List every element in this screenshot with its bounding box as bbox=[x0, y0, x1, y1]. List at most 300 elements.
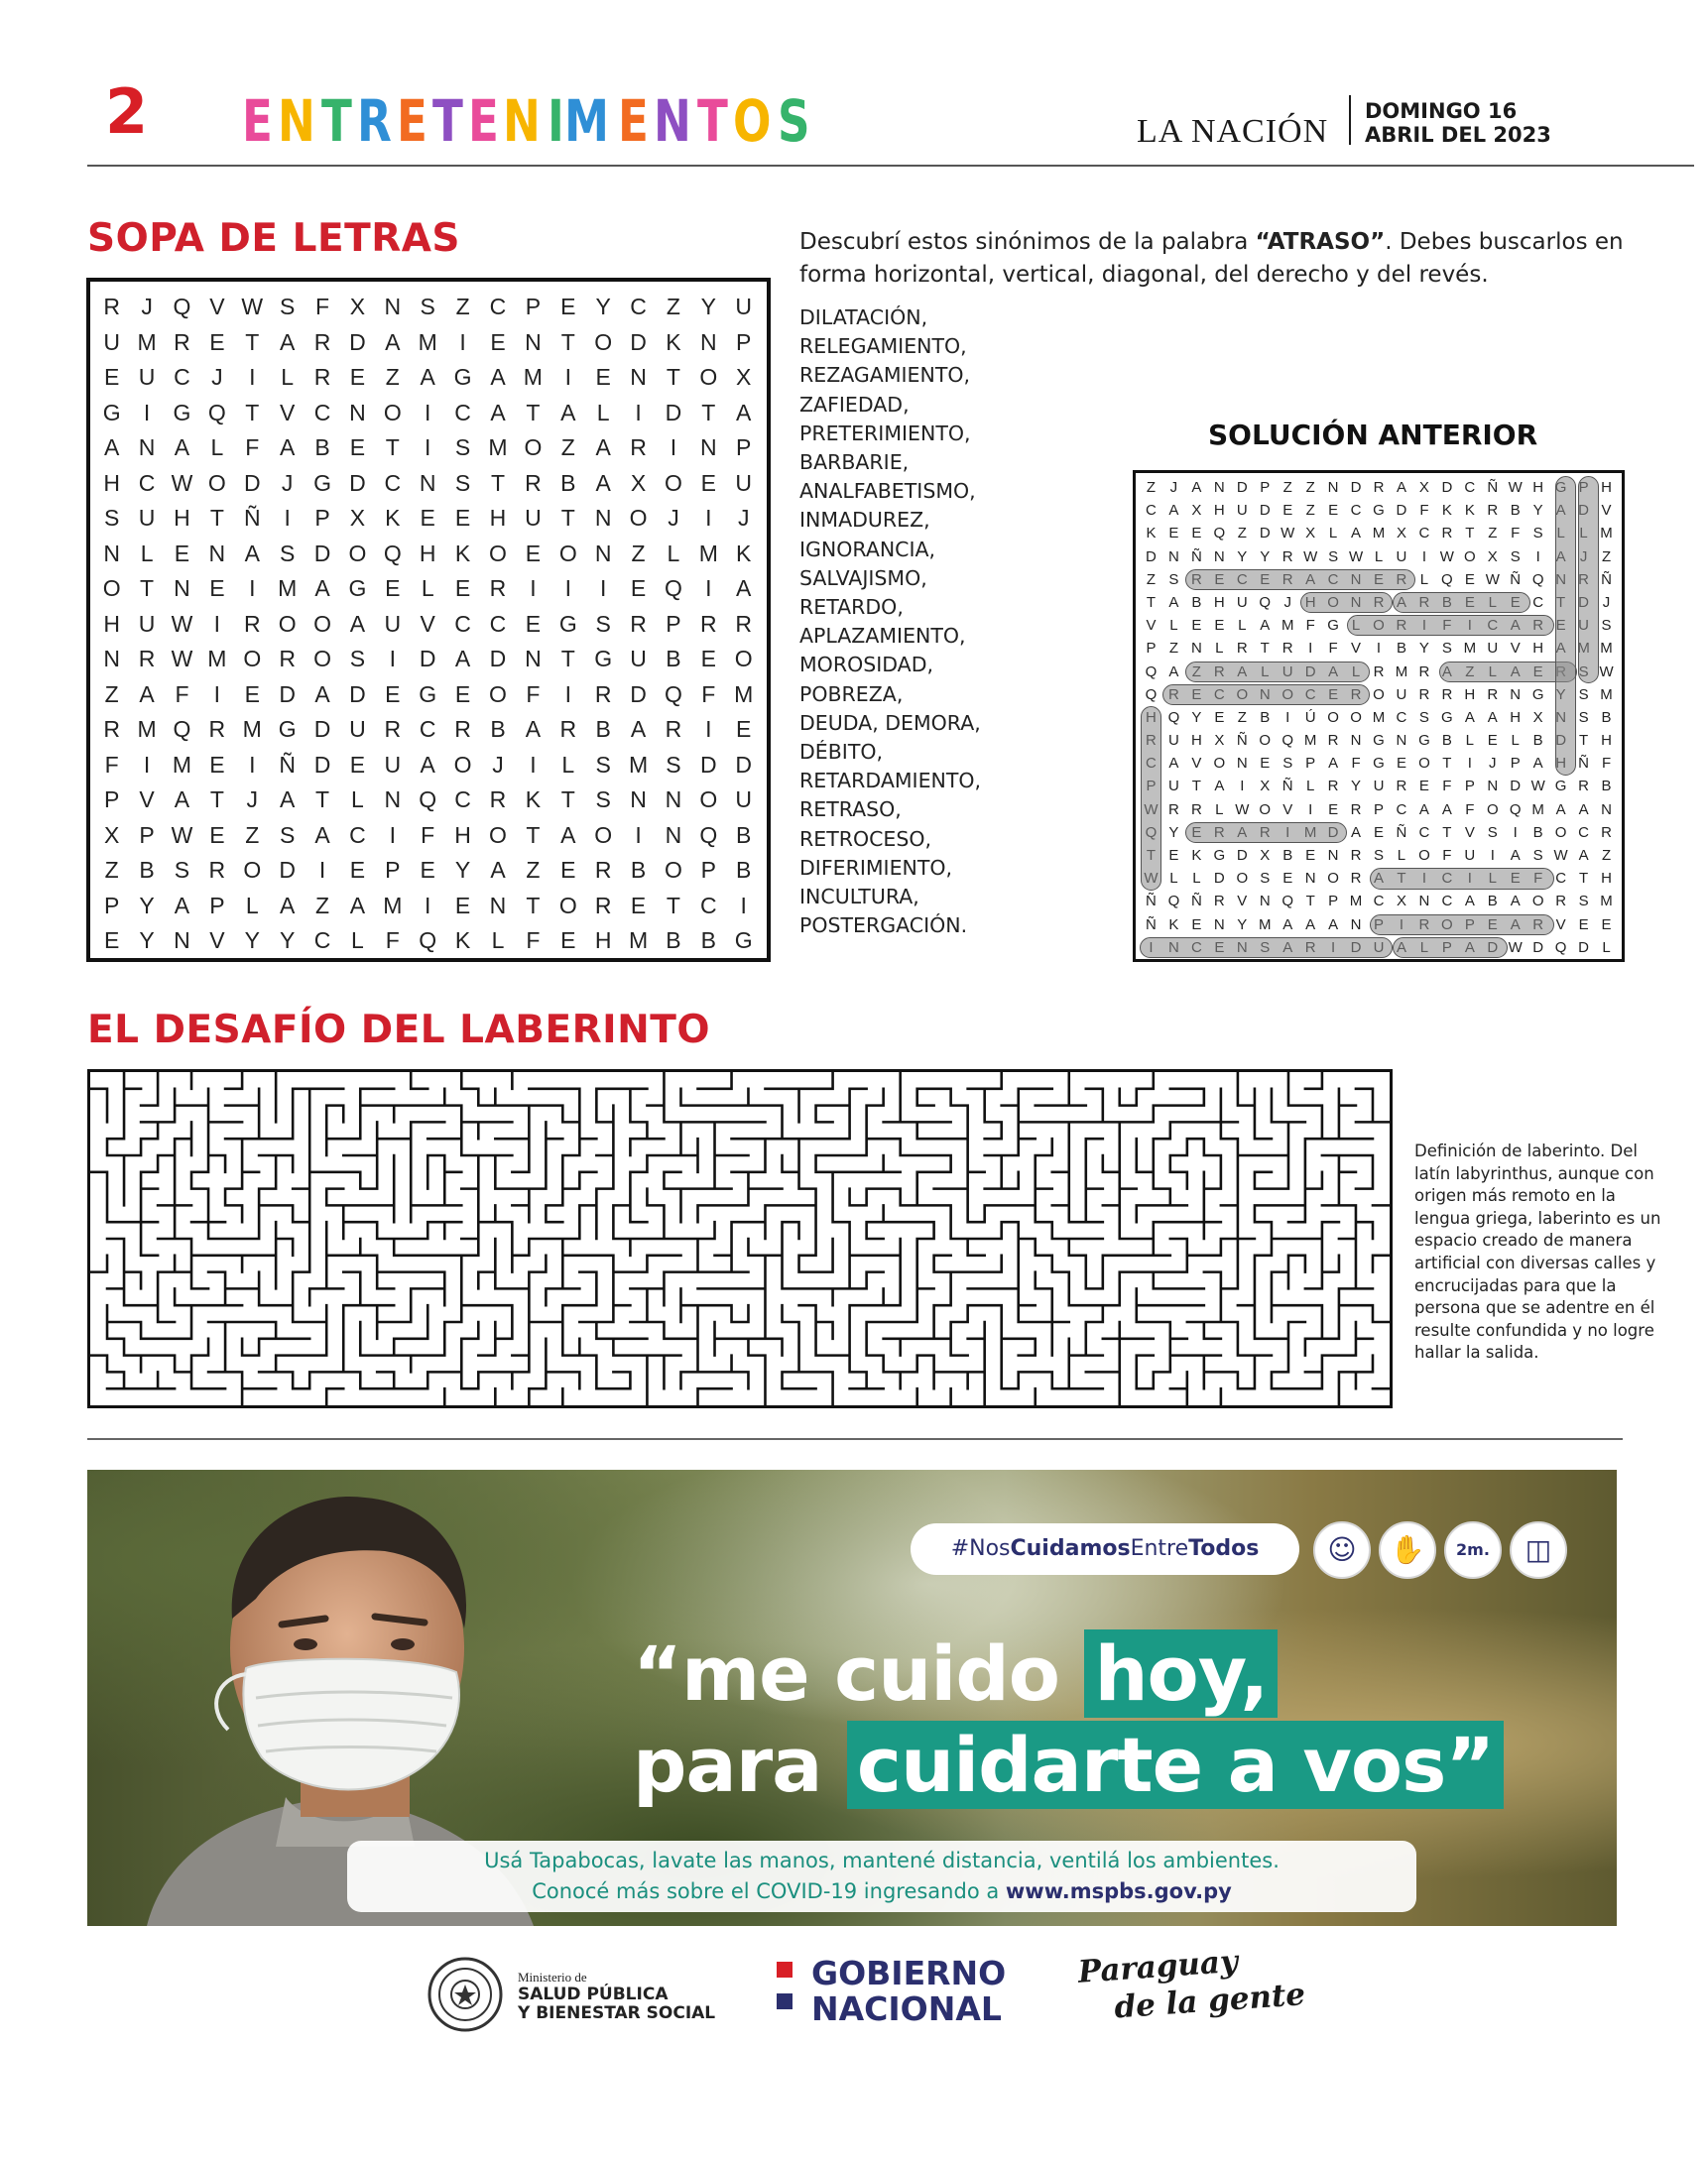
grid-letter: M bbox=[1531, 800, 1544, 818]
grid-letter: U bbox=[1396, 685, 1407, 703]
grid-row bbox=[94, 501, 763, 537]
grid-letter: I bbox=[143, 751, 151, 778]
grid-letter: E bbox=[1191, 617, 1202, 635]
grid-letter: B bbox=[1487, 893, 1498, 910]
grid-letter: R bbox=[1396, 778, 1407, 795]
grid-letter: P bbox=[1305, 755, 1316, 773]
grid-letter: S bbox=[279, 540, 296, 566]
slogan-highlight-2: cuidarte a vos” bbox=[847, 1721, 1504, 1809]
grid-letter: M bbox=[418, 328, 437, 355]
grid-row bbox=[94, 607, 763, 643]
grid-letter: I bbox=[705, 575, 712, 601]
grid-letter: C bbox=[1532, 593, 1544, 611]
grid-letter: Y bbox=[1532, 502, 1543, 520]
grid-letter: C bbox=[454, 399, 471, 425]
grid-letter: H bbox=[1213, 502, 1225, 520]
grid-letter: E bbox=[1191, 525, 1202, 542]
grid-letter: D bbox=[313, 540, 331, 566]
section-title-letter: N bbox=[277, 87, 312, 155]
slogan-line-2 bbox=[633, 1720, 1504, 1811]
grid-letter: R bbox=[665, 716, 682, 742]
grid-letter: A bbox=[1578, 800, 1589, 818]
grid-letter: T bbox=[666, 892, 680, 918]
grid-letter: Y bbox=[279, 927, 296, 953]
distance-icon: 2m. bbox=[1444, 1521, 1502, 1579]
grid-letter: O bbox=[524, 434, 543, 460]
maze-definition: Definición de laberinto. Del latín labyrinthus, aunque con origen más remoto en la lengua griega, laberinto es un espacio creado de manera artificial con diversas calles y encrucijadas para que la persona que se adentre en él resulte confundida y no logre hallar la salida. bbox=[1414, 1142, 1661, 1363]
grid-letter: Q bbox=[699, 821, 718, 848]
grid-letter: Q bbox=[1167, 708, 1180, 726]
grid-letter: H bbox=[103, 469, 120, 496]
grid-letter: G bbox=[1418, 732, 1430, 750]
grid-letter: C bbox=[1373, 893, 1385, 910]
grid-letter: H bbox=[1213, 593, 1225, 611]
grid-letter: K bbox=[736, 540, 752, 566]
grid-letter: T bbox=[526, 892, 541, 918]
grid-letter: G bbox=[419, 680, 437, 707]
grid-letter: S bbox=[420, 294, 435, 319]
word-list bbox=[799, 303, 981, 940]
grid-letter: A bbox=[1464, 893, 1475, 910]
grid-letter: O bbox=[243, 646, 262, 671]
grid-letter: Z bbox=[455, 294, 470, 319]
grid-letter: Y bbox=[244, 927, 260, 953]
grid-letter: R bbox=[1168, 800, 1179, 818]
grid-letter: Ñ bbox=[1281, 778, 1293, 795]
grid-letter: M bbox=[734, 680, 754, 707]
grid-row bbox=[94, 571, 763, 607]
grid-letter: E bbox=[385, 680, 401, 707]
grid-row bbox=[94, 396, 763, 431]
grid-letter: T bbox=[209, 505, 224, 531]
grid-letter: P bbox=[1464, 778, 1475, 795]
grid-letter: R bbox=[1281, 640, 1293, 658]
grid-letter: M bbox=[1303, 732, 1317, 750]
word-search-grid bbox=[86, 278, 771, 962]
grid-letter: E bbox=[174, 540, 190, 566]
grid-letter: N bbox=[1259, 893, 1271, 910]
grid-letter: R bbox=[1236, 640, 1248, 658]
grid-letter: S bbox=[1578, 708, 1589, 726]
grid-letter: U bbox=[1464, 847, 1476, 864]
grid-letter: Ñ bbox=[1510, 570, 1522, 588]
grid-letter: E bbox=[1328, 800, 1339, 818]
grid-letter: E bbox=[1168, 525, 1179, 542]
grid-letter: O bbox=[665, 469, 682, 496]
grid-letter: Q bbox=[1145, 662, 1158, 680]
grid-letter: S bbox=[1578, 893, 1589, 910]
grid-letter: A bbox=[244, 540, 260, 566]
grid-letter: M bbox=[488, 434, 508, 460]
grid-letter: A bbox=[595, 469, 611, 496]
grid-letter: N bbox=[1213, 915, 1225, 933]
word-list-item: DEUDA, DEMORA, bbox=[799, 710, 981, 735]
grid-letter: V bbox=[1237, 893, 1248, 910]
ad-slogan bbox=[633, 1628, 1504, 1811]
grid-letter: Ñ bbox=[1396, 823, 1407, 841]
grid-letter: M bbox=[1372, 525, 1386, 542]
solution-highlight bbox=[1347, 615, 1554, 636]
grid-letter: A bbox=[385, 328, 401, 355]
grid-letter: S bbox=[1487, 823, 1498, 841]
grid-letter: M bbox=[383, 892, 403, 918]
grid-letter: I bbox=[1308, 640, 1313, 658]
grid-letter: R bbox=[243, 610, 261, 637]
grid-letter: C bbox=[1441, 893, 1453, 910]
grid-letter: O bbox=[594, 821, 613, 848]
notice-url-link[interactable]: www.mspbs.gov.py bbox=[1005, 1879, 1232, 1903]
grid-letter: U bbox=[735, 294, 753, 319]
grid-letter: F bbox=[1465, 800, 1475, 818]
grid-letter: E bbox=[209, 328, 225, 355]
grid-letter: E bbox=[595, 364, 611, 390]
grid-letter: N bbox=[489, 892, 507, 918]
ad-notice bbox=[347, 1841, 1416, 1912]
grid-letter: A bbox=[1351, 823, 1362, 841]
grid-letter: I bbox=[389, 646, 397, 671]
grid-letter: D bbox=[700, 751, 717, 778]
word-list-item: BARBARIE, bbox=[799, 450, 910, 475]
grid-letter: D bbox=[349, 328, 366, 355]
grid-letter: Q bbox=[173, 716, 191, 742]
grid-letter: E bbox=[525, 610, 542, 637]
grid-letter: D bbox=[1532, 938, 1544, 956]
grid-letter: Y bbox=[595, 294, 611, 319]
grid-letter: E bbox=[454, 892, 471, 918]
grid-row bbox=[94, 642, 763, 677]
grid-letter: L bbox=[1169, 617, 1178, 635]
grid-letter: B bbox=[630, 857, 647, 883]
grid-letter: L bbox=[1511, 732, 1520, 750]
grid-letter: C bbox=[313, 927, 331, 953]
grid-letter: A bbox=[525, 716, 542, 742]
grid-letter: R bbox=[1487, 685, 1499, 703]
grid-letter: W bbox=[1530, 778, 1545, 795]
grid-letter: K bbox=[666, 328, 681, 355]
grid-letter: C bbox=[174, 364, 190, 390]
grid-letter: M bbox=[523, 364, 543, 390]
grid-letter: R bbox=[1373, 662, 1385, 680]
grid-letter: Q bbox=[1531, 570, 1544, 588]
grid-row bbox=[94, 889, 763, 924]
slogan-part-3: para bbox=[633, 1721, 847, 1809]
grid-letter: M bbox=[1600, 640, 1613, 658]
grid-letter: U bbox=[1236, 502, 1248, 520]
grid-letter: B bbox=[736, 821, 752, 848]
grid-letter: L bbox=[351, 786, 364, 812]
grid-row bbox=[94, 783, 763, 818]
grid-letter: D bbox=[243, 469, 261, 496]
word-list-item: REZAGAMIENTO, bbox=[799, 363, 971, 388]
grid-letter: A bbox=[314, 821, 330, 848]
grid-letter: S bbox=[454, 469, 471, 496]
grid-letter: Z bbox=[1305, 479, 1315, 496]
grid-letter: U bbox=[1168, 732, 1179, 750]
grid-letter: B bbox=[700, 927, 716, 953]
grid-letter: C bbox=[489, 294, 507, 319]
grid-letter: N bbox=[630, 364, 647, 390]
grid-letter: A bbox=[314, 680, 330, 707]
grid-letter: G bbox=[102, 399, 121, 425]
grid-letter: A bbox=[1328, 755, 1339, 773]
grid-letter: A bbox=[1282, 915, 1293, 933]
grid-letter: Q bbox=[1259, 593, 1272, 611]
grid-letter: C bbox=[138, 469, 156, 496]
grid-letter: Z bbox=[245, 821, 260, 848]
grid-letter: C bbox=[1418, 823, 1430, 841]
grid-row bbox=[94, 360, 763, 396]
grid-letter: Q bbox=[1509, 800, 1522, 818]
grid-letter: C bbox=[1464, 479, 1476, 496]
grid-letter: K bbox=[454, 927, 471, 953]
grid-letter: X bbox=[1396, 525, 1406, 542]
grid-letter: O bbox=[489, 680, 507, 707]
grid-letter: T bbox=[245, 328, 260, 355]
grid-letter: A bbox=[1555, 800, 1566, 818]
previous-solution-grid bbox=[1133, 470, 1625, 962]
grid-letter: R bbox=[525, 469, 542, 496]
grid-letter: U bbox=[384, 751, 402, 778]
grid-letter: A bbox=[174, 892, 190, 918]
grid-row bbox=[1140, 890, 1618, 912]
grid-letter: Y bbox=[1237, 547, 1248, 565]
grid-letter: D bbox=[1259, 525, 1271, 542]
grid-letter: M bbox=[1600, 525, 1613, 542]
solution-highlight bbox=[1578, 476, 1599, 683]
grid-letter: H bbox=[454, 821, 471, 848]
grid-letter: S bbox=[595, 610, 611, 637]
grid-letter: R bbox=[384, 716, 402, 742]
word-list-item: IGNORANCIA, bbox=[799, 537, 936, 561]
grid-letter: M bbox=[1258, 915, 1272, 933]
grid-letter: A bbox=[1168, 755, 1179, 773]
grid-letter: R bbox=[1213, 893, 1225, 910]
grid-letter: Q bbox=[665, 680, 682, 707]
grid-letter: O bbox=[1463, 547, 1476, 565]
grid-row bbox=[94, 923, 763, 959]
grid-letter: S bbox=[1510, 547, 1521, 565]
grid-letter: P bbox=[1146, 640, 1157, 658]
grid-letter: J bbox=[281, 469, 294, 496]
gov-flag-squares bbox=[777, 1962, 794, 2025]
grid-letter: I bbox=[564, 680, 571, 707]
grid-letter: Ñ bbox=[1146, 893, 1157, 910]
grid-letter: Y bbox=[454, 857, 471, 883]
paraguay-de-la-gente-logo bbox=[1077, 1938, 1307, 2029]
grid-letter: M bbox=[1395, 662, 1408, 680]
grid-letter: N bbox=[1418, 893, 1430, 910]
solution-highlight bbox=[1393, 937, 1508, 958]
hashtag-pill bbox=[911, 1523, 1299, 1575]
grid-letter: X bbox=[1418, 479, 1429, 496]
section-title-letter: N bbox=[653, 87, 688, 155]
ministry-logo-text bbox=[518, 1970, 715, 2023]
grid-letter: U bbox=[630, 646, 647, 671]
grid-row bbox=[1140, 775, 1618, 797]
grid-letter: I bbox=[670, 434, 677, 460]
grid-letter: Z bbox=[1305, 502, 1315, 520]
solution-highlight bbox=[1185, 569, 1415, 590]
grid-letter: P bbox=[104, 786, 120, 812]
grid-letter: Z bbox=[385, 364, 400, 390]
grid-letter: R bbox=[630, 434, 647, 460]
grid-letter: O bbox=[1327, 708, 1339, 726]
grid-letter: E bbox=[385, 575, 401, 601]
grid-letter: Q bbox=[1441, 570, 1453, 588]
grid-letter: L bbox=[421, 575, 434, 601]
section-title-letter: T bbox=[432, 87, 460, 155]
grid-letter: D bbox=[1259, 502, 1271, 520]
grid-letter: Y bbox=[1260, 547, 1271, 565]
grid-letter: L bbox=[1215, 800, 1224, 818]
grid-letter: U bbox=[1487, 640, 1499, 658]
grid-letter: B bbox=[595, 716, 611, 742]
section-title-letter: N bbox=[503, 87, 538, 155]
grid-letter: C bbox=[1578, 823, 1589, 841]
section-title-letter: R bbox=[356, 87, 389, 155]
section-title-letter: E bbox=[618, 87, 646, 155]
grid-letter: B bbox=[1532, 732, 1543, 750]
solution-highlight bbox=[1185, 822, 1346, 843]
grid-letter: D bbox=[665, 399, 682, 425]
word-list-item: ANALFABETISMO, bbox=[799, 479, 976, 504]
grid-letter: X bbox=[1305, 525, 1316, 542]
grid-letter: U bbox=[384, 610, 402, 637]
section-title-letter: I bbox=[547, 87, 561, 155]
grid-letter: P bbox=[666, 610, 681, 637]
grid-letter: A bbox=[174, 786, 190, 812]
grid-letter: V bbox=[420, 610, 435, 637]
grid-letter: R bbox=[1373, 479, 1385, 496]
grid-letter: E bbox=[454, 505, 471, 531]
grid-letter: R bbox=[1190, 800, 1202, 818]
grid-letter: O bbox=[207, 469, 226, 496]
grid-letter: E bbox=[1328, 502, 1339, 520]
grid-letter: N bbox=[1190, 640, 1202, 658]
grid-letter: J bbox=[1489, 755, 1497, 773]
grid-letter: A bbox=[349, 892, 366, 918]
grid-letter: G bbox=[453, 364, 472, 390]
grid-letter: Q bbox=[1554, 938, 1567, 956]
grid-letter: B bbox=[666, 646, 681, 671]
grid-letter: R bbox=[313, 364, 331, 390]
grid-letter: T bbox=[1260, 640, 1270, 658]
grid-letter: P bbox=[1510, 755, 1521, 773]
grid-letter: K bbox=[1441, 502, 1452, 520]
grid-letter: G bbox=[1373, 755, 1385, 773]
notice-line-2 bbox=[347, 1876, 1416, 1907]
grid-letter: E bbox=[1214, 708, 1225, 726]
grid-letter: J bbox=[1602, 593, 1611, 611]
grid-letter: V bbox=[1351, 640, 1362, 658]
grid-row bbox=[94, 712, 763, 748]
grid-letter: V bbox=[139, 786, 155, 812]
maze-walls bbox=[90, 1072, 1390, 1405]
grid-letter: Z bbox=[560, 434, 575, 460]
grid-letter: Ñ bbox=[279, 751, 296, 778]
word-list-item: DILATACIÓN, bbox=[799, 305, 928, 329]
grid-letter: G bbox=[1213, 847, 1226, 864]
grid-letter: M bbox=[278, 575, 298, 601]
grid-letter: L bbox=[1602, 938, 1611, 956]
grid-letter: I bbox=[1467, 755, 1472, 773]
solution-highlight bbox=[1162, 684, 1370, 705]
grid-letter: A bbox=[1441, 800, 1452, 818]
word-list-item: DÉBITO, bbox=[799, 740, 884, 765]
grid-letter: E bbox=[1374, 823, 1385, 841]
grid-letter: B bbox=[1601, 708, 1612, 726]
grid-letter: A bbox=[560, 399, 576, 425]
grid-letter: O bbox=[558, 892, 577, 918]
grid-letter: H bbox=[1601, 870, 1612, 888]
grid-letter: F bbox=[526, 680, 541, 707]
grid-letter: D bbox=[1578, 938, 1589, 956]
grid-letter: R bbox=[1350, 847, 1362, 864]
grid-letter: R bbox=[1327, 778, 1339, 795]
grid-letter: W bbox=[1281, 525, 1295, 542]
grid-letter: R bbox=[630, 610, 647, 637]
gobierno-nacional-logo bbox=[811, 1956, 1006, 2027]
grid-letter: A bbox=[420, 751, 435, 778]
grid-letter: J bbox=[1169, 479, 1178, 496]
grid-letter: A bbox=[736, 575, 752, 601]
grid-letter: X bbox=[104, 821, 120, 848]
grid-letter: T bbox=[666, 364, 680, 390]
grid-row bbox=[94, 748, 763, 783]
grid-letter: Z bbox=[1237, 525, 1247, 542]
grid-letter: T bbox=[1305, 893, 1315, 910]
grid-letter: M bbox=[1349, 893, 1363, 910]
grid-letter: O bbox=[629, 505, 648, 531]
grid-letter: I bbox=[1285, 708, 1290, 726]
grid-letter: O bbox=[1259, 800, 1272, 818]
grid-letter: O bbox=[1486, 800, 1499, 818]
grid-letter: D bbox=[1441, 479, 1453, 496]
grid-letter: I bbox=[1421, 547, 1426, 565]
grid-letter: P bbox=[700, 857, 716, 883]
word-list-item: ZAFIEDAD, bbox=[799, 392, 910, 417]
grid-letter: Y bbox=[1418, 640, 1429, 658]
grid-letter: K bbox=[525, 786, 542, 812]
grid-letter: L bbox=[1192, 870, 1201, 888]
grid-letter: R bbox=[1350, 800, 1362, 818]
grid-letter: I bbox=[530, 575, 537, 601]
paraguay-line-2: de la gente bbox=[1113, 1977, 1307, 2026]
grid-letter: B bbox=[1282, 847, 1293, 864]
grid-letter: O bbox=[699, 786, 718, 812]
grid-letter: G bbox=[278, 716, 297, 742]
grid-letter: M bbox=[698, 540, 718, 566]
grid-letter: E bbox=[1396, 755, 1406, 773]
grid-letter: E bbox=[104, 364, 120, 390]
grid-letter: D bbox=[1350, 479, 1362, 496]
solution-highlight bbox=[1370, 914, 1554, 935]
grid-letter: S bbox=[1441, 640, 1452, 658]
grid-letter: X bbox=[1214, 732, 1225, 750]
covid-ad-banner bbox=[87, 1470, 1617, 1926]
grid-letter: U bbox=[735, 469, 753, 496]
grid-letter: N bbox=[665, 821, 682, 848]
grid-letter: Q bbox=[173, 294, 191, 319]
grid-letter: S bbox=[1328, 547, 1339, 565]
grid-letter: N bbox=[594, 505, 612, 531]
grid-letter: G bbox=[1554, 778, 1567, 795]
grid-letter: A bbox=[1578, 847, 1589, 864]
grid-letter: A bbox=[1487, 708, 1498, 726]
grid-letter: I bbox=[635, 399, 642, 425]
grid-letter: F bbox=[175, 680, 189, 707]
grid-letter: X bbox=[1396, 893, 1406, 910]
